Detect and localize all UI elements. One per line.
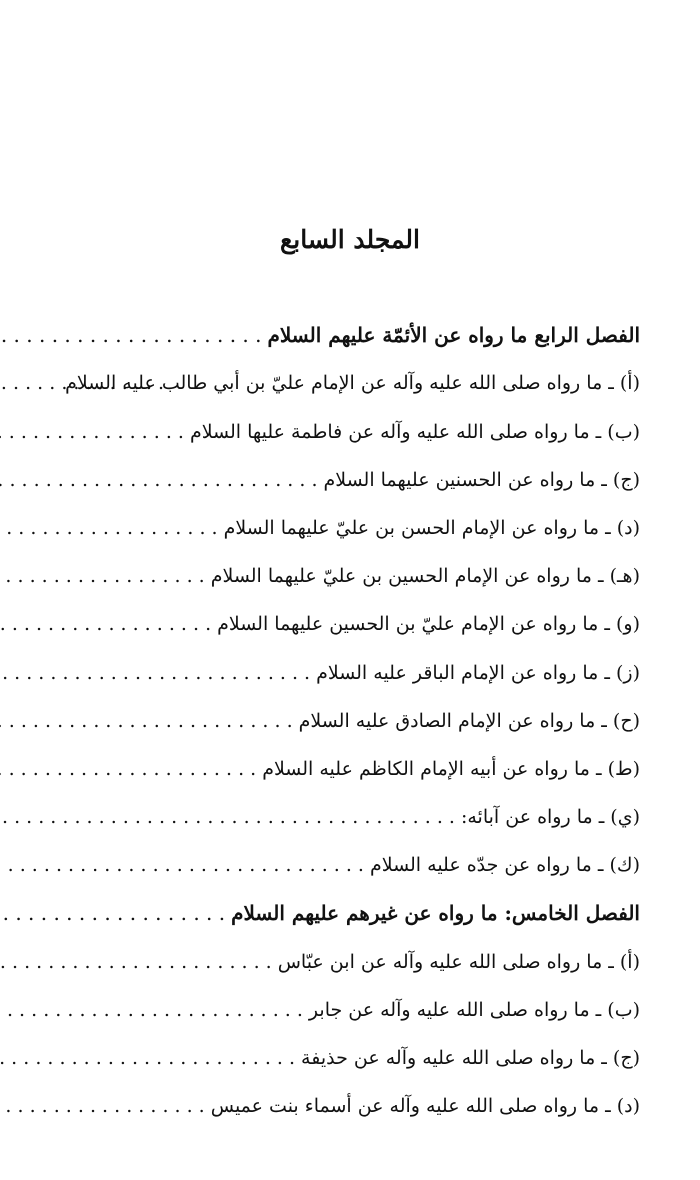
toc-leader-dots bbox=[0, 515, 218, 541]
toc-entry[interactable] bbox=[48, 1029, 640, 1077]
toc-entry[interactable] bbox=[48, 354, 640, 402]
toc-entry-label: (و) ـ ما رواه عن الإمام عليّ بن الحسين عليهما السلام bbox=[217, 613, 640, 636]
toc-entry[interactable] bbox=[48, 981, 640, 1029]
toc-entry[interactable] bbox=[48, 836, 640, 884]
toc-leader-dots bbox=[0, 1093, 205, 1119]
toc-entry-label: (ط) ـ ما رواه عن أبيه الإمام الكاظم عليه السلام bbox=[262, 757, 640, 780]
toc-entry-label: (ي) ـ ما رواه عن آبائه: bbox=[460, 806, 640, 829]
toc-leader-dots bbox=[0, 660, 310, 686]
toc-entry-label: (د) ـ ما رواه عن الإمام الحسن بن عليّ عليهما السلام bbox=[223, 516, 640, 539]
toc-entry[interactable] bbox=[48, 306, 640, 354]
table-of-contents bbox=[48, 306, 640, 1125]
page-title: المجلد السابع bbox=[279, 225, 420, 254]
toc-leader-dots bbox=[0, 900, 225, 926]
toc-leader-dots bbox=[0, 804, 455, 830]
toc-entry[interactable] bbox=[48, 547, 640, 595]
toc-leader-dots bbox=[0, 949, 272, 975]
toc-entry-label: (ج) ـ ما رواه عن الحسنين عليهما السلام bbox=[323, 468, 640, 491]
toc-leader-dots bbox=[0, 708, 293, 734]
toc-leader-dots bbox=[0, 1045, 295, 1071]
toc-entry[interactable] bbox=[48, 451, 640, 499]
toc-leader-dots bbox=[0, 419, 184, 445]
toc-leader-dots bbox=[0, 467, 317, 493]
toc-leader-dots bbox=[0, 322, 261, 348]
toc-entry-label: (ز) ـ ما رواه عن الإمام الباقر عليه السلام bbox=[316, 661, 640, 684]
toc-entry-label: (أ) ـ ما رواه صلى الله عليه وآله عن ابن عبّاس bbox=[277, 950, 640, 973]
toc-entry[interactable] bbox=[48, 595, 640, 643]
toc-entry[interactable] bbox=[48, 692, 640, 740]
toc-entry[interactable] bbox=[48, 1077, 640, 1125]
toc-entry[interactable] bbox=[48, 884, 640, 932]
toc-entry-label: الفصل الخامس: ما رواه عن غيرهم عليهم السلام bbox=[231, 901, 640, 926]
toc-entry-label: (د) ـ ما رواه صلى الله عليه وآله عن أسماء بنت عميس bbox=[210, 1095, 640, 1118]
toc-entry-label: (هـ) ـ ما رواه عن الإمام الحسين بن عليّ عليهما السلام bbox=[210, 565, 640, 588]
toc-entry-label: (ح) ـ ما رواه عن الإمام الصادق عليه السلام bbox=[298, 709, 640, 732]
toc-entry[interactable] bbox=[48, 788, 640, 836]
toc-entry[interactable] bbox=[48, 932, 640, 980]
toc-entry-label: الفصل الرابع ما رواه عن الأئمّة عليهم السلام bbox=[267, 323, 640, 348]
toc-entry-label: (ب) ـ ما رواه صلى الله عليه وآله عن جابر bbox=[308, 998, 640, 1021]
toc-leader-dots bbox=[0, 370, 164, 396]
toc-entry[interactable] bbox=[48, 740, 640, 788]
toc-leader-dots bbox=[0, 997, 303, 1023]
toc-leader-dots bbox=[0, 611, 211, 637]
toc-entry-label: (أ) ـ ما رواه صلى الله عليه وآله عن الإمام عليّ بن أبي طالب عليه السلام bbox=[65, 372, 640, 395]
toc-leader-dots bbox=[0, 756, 256, 782]
toc-leader-dots bbox=[0, 852, 364, 878]
toc-leader-dots bbox=[0, 563, 205, 589]
toc-entry[interactable] bbox=[48, 643, 640, 691]
toc-entry[interactable] bbox=[48, 402, 640, 450]
toc-entry-label: (ك) ـ ما رواه عن جدّه عليه السلام bbox=[369, 854, 640, 877]
toc-entry-label: (ب) ـ ما رواه صلى الله عليه وآله عن فاطمة عليها السلام bbox=[189, 420, 640, 443]
toc-entry[interactable] bbox=[48, 499, 640, 547]
toc-entry-label: (ج) ـ ما رواه صلى الله عليه وآله عن حذيفة bbox=[301, 1047, 640, 1069]
